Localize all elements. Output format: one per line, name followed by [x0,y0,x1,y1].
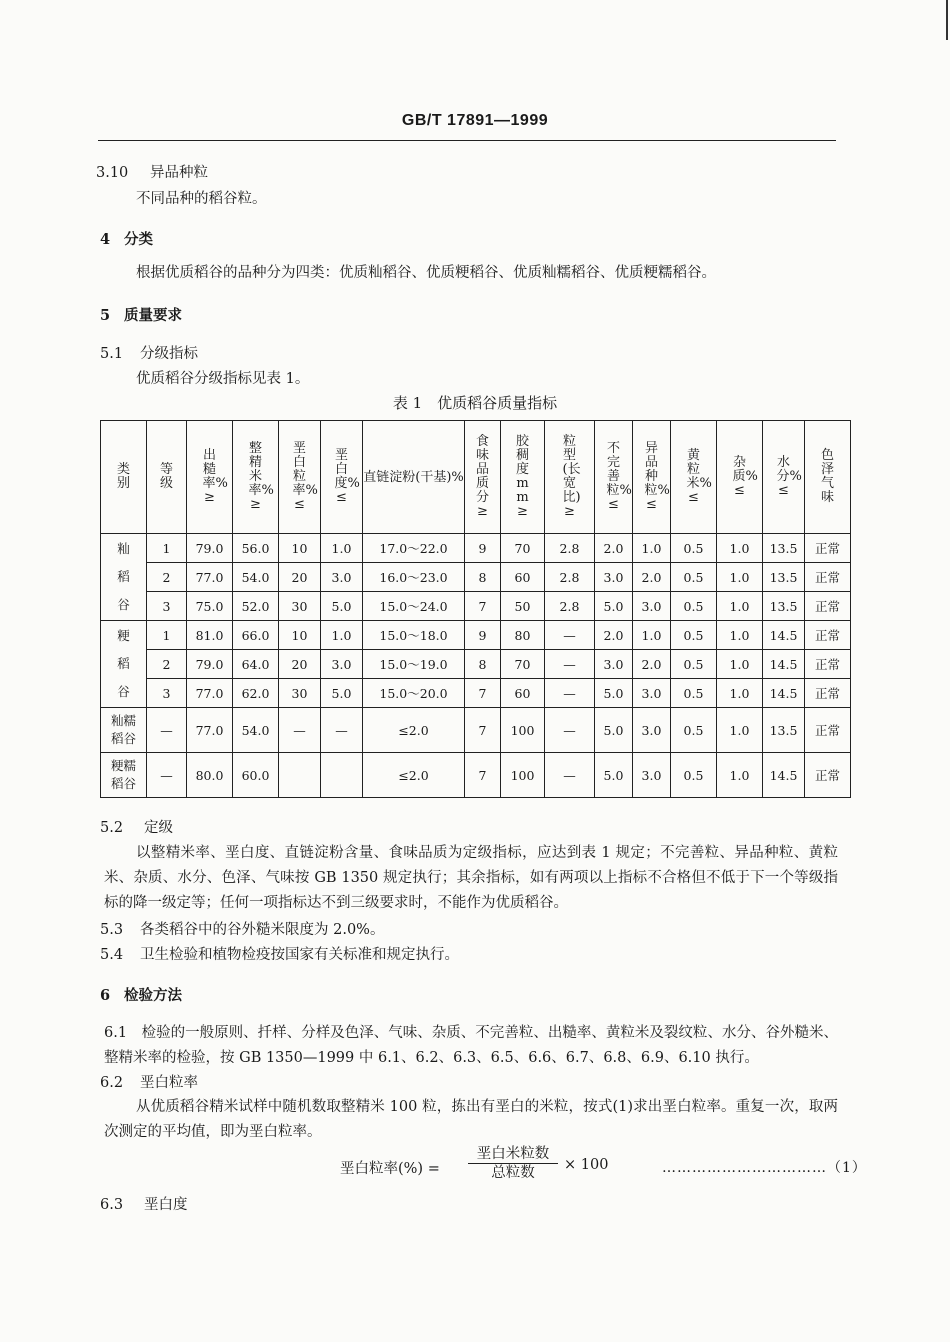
section-6-1-number: 6.1 [104,1025,128,1041]
section-6-1 [104,1021,838,1071]
table-header-cell [233,421,279,534]
table-cell: 13.5 [763,563,805,592]
table-cell: 2.0 [595,621,633,650]
table-header-cell [717,421,763,534]
category-text: 籼糯稻谷 [110,713,136,746]
table-cell: 77.0 [187,563,233,592]
table-cell: 3 [147,679,187,708]
table-cell: ≤2.0 [363,708,465,753]
formula-tag: ……………………………（1） [662,1160,867,1176]
formula-numerator: 垩白米粒数 [468,1145,558,1164]
table-header-cell [763,421,805,534]
section-5-number: 5 [100,307,111,324]
table-cell: 7 [465,592,501,621]
table-cell: 5.0 [595,708,633,753]
table-cell: 1 [147,621,187,650]
table-cell: 5.0 [595,592,633,621]
table-cell: 正常 [805,621,851,650]
table-cell: 52.0 [233,592,279,621]
table-header-text: 出糙率%≥ [202,448,228,505]
table-cell: 1.0 [717,679,763,708]
table-cell: 14.5 [763,679,805,708]
table-cell: 56.0 [233,534,279,563]
table-cell: 正常 [805,592,851,621]
table-cell: 0.5 [671,708,717,753]
table-body [101,534,851,798]
table-cell: 54.0 [233,563,279,592]
table-row [101,708,851,753]
table-cell: 1.0 [321,621,363,650]
table-cell: 1.0 [633,534,671,563]
section-5-1-title: 分级指标 [140,346,198,362]
section-5-1-body: 优质稻谷分级指标见表 1。 [136,371,310,387]
table-cell: 2.0 [595,534,633,563]
table-header-cell [321,421,363,534]
section-5-4-body: 卫生检验和植物检疫按国家有关标准和规定执行。 [140,947,459,963]
table-row [101,753,851,798]
page-header: GB/T 17891—1999 [401,112,549,129]
table-cell: — [545,708,595,753]
table-header-cell [363,421,465,534]
quality-table [100,420,851,798]
table-cell: 13.5 [763,592,805,621]
table-cell: 0.5 [671,534,717,563]
section-6-1-body: 检验的一般原则、扦样、分样及色泽、气味、杂质、不完善粒、出糙率、黄粒米及裂纹粒、水分、谷外糙米、整精米率的检验，按 GB 1350—1999 中 6.1、6.2、6.3、6.5、6.6、6.7、6.8、6.9、6.10 执行。 [104,1025,839,1066]
table-cell: 15.0～24.0 [363,592,465,621]
table-cell: 7 [465,708,501,753]
category-text: 粳糯稻谷 [110,758,136,791]
table-cell: 2 [147,650,187,679]
table-cell: 15.0～18.0 [363,621,465,650]
table-cell: — [545,621,595,650]
category-cell [101,753,147,798]
section-6-title: 检验方法 [124,987,182,1004]
table-cell: 2 [147,563,187,592]
table-cell: 13.5 [763,708,805,753]
section-4-title: 分类 [124,231,153,248]
table-cell: 77.0 [187,679,233,708]
section-5-2-number: 5.2 [100,820,124,836]
table-header-row [101,421,851,534]
table-cell: 75.0 [187,592,233,621]
table-header-cell [465,421,501,534]
table-cell: 2.0 [633,563,671,592]
table-header-text: 直链淀粉(干基)% [363,469,464,485]
table-header-text: 等级 [159,462,173,491]
section-5-2-title: 定级 [144,820,173,836]
table-cell: 10 [279,621,321,650]
table-cell: 70 [501,534,545,563]
scan-edge-mark [946,0,948,40]
table-header-cell [633,421,671,534]
table-cell: 9 [465,534,501,563]
table-cell: 14.5 [763,753,805,798]
table-row [101,592,851,621]
table-cell: 3.0 [595,563,633,592]
section-6-2-number: 6.2 [100,1075,124,1091]
section-6-2-title: 垩白粒率 [140,1075,198,1091]
formula-rhs: × 100 [564,1157,609,1173]
table-header-cell [545,421,595,534]
table-header-text: 食味品质分≥ [475,434,489,519]
table-cell: 3.0 [633,708,671,753]
table-header-cell [671,421,717,534]
section-4-number: 4 [100,231,111,248]
section-3-10-title: 异品种粒 [150,165,208,181]
table-header-cell [101,421,147,534]
table-cell: 70 [501,650,545,679]
section-4-body: 根据优质稻谷的品种分为四类：优质籼稻谷、优质粳稻谷、优质籼糯稻谷、优质粳糯稻谷。 [136,265,716,281]
table-cell: 1.0 [717,708,763,753]
table-cell: 5.0 [321,679,363,708]
table-cell: — [279,708,321,753]
table-cell: 2.8 [545,563,595,592]
section-6-3-number: 6.3 [100,1197,124,1213]
table-cell: 3 [147,592,187,621]
table-cell: 1 [147,534,187,563]
section-5-title: 质量要求 [124,307,182,324]
table-cell: 17.0～22.0 [363,534,465,563]
table-cell: 2.8 [545,534,595,563]
table-row [101,650,851,679]
table-cell: 正常 [805,534,851,563]
table-cell: 7 [465,679,501,708]
formula-denominator: 总粒数 [491,1165,535,1181]
table-header-text: 水分%≤ [776,455,802,498]
section-5-3-body: 各类稻谷中的谷外糙米限度为 2.0%。 [140,922,385,938]
table-cell: 2.8 [545,592,595,621]
table-cell: — [321,708,363,753]
table-cell: 5.0 [595,753,633,798]
table-cell: 9 [465,621,501,650]
table-caption: 表 1 优质稻谷质量指标 [392,394,558,412]
table-cell: — [147,708,187,753]
table-cell: 15.0～20.0 [363,679,465,708]
table-cell: 16.0～23.0 [363,563,465,592]
table-cell: 10 [279,534,321,563]
table-header-text: 垩白度%≤ [334,448,360,505]
category-cell [101,708,147,753]
table-cell: 13.5 [763,534,805,563]
table-header-text: 类别 [116,462,130,491]
header-rule [98,140,836,141]
table-cell: 80 [501,621,545,650]
table-cell: 50 [501,592,545,621]
table-cell: 20 [279,650,321,679]
table-header-text: 垩白粒率%≤ [292,441,318,512]
section-5-1-number: 5.1 [100,346,124,362]
category-text: 籼稻谷 [117,541,130,612]
section-6-2-body: 从优质稻谷精米试样中随机数取整精米 100 粒，拣出有垩白的米粒，按式(1)求出垩白粒率。重复一次，取两次测定的平均值，即为垩白粒率。 [104,1099,838,1140]
table-cell: 3.0 [633,679,671,708]
table-cell: 14.5 [763,621,805,650]
table-header-text: 黄粒米%≤ [686,448,712,505]
section-6-number: 6 [100,987,111,1004]
category-cell [101,534,147,621]
table-header-text: 粒型(长宽比)≥ [562,434,581,519]
table-cell: 15.0～19.0 [363,650,465,679]
table-cell: 100 [501,753,545,798]
table-cell: 30 [279,679,321,708]
table-cell: 1.0 [717,592,763,621]
table-row [101,679,851,708]
table-cell: 60 [501,563,545,592]
table-cell: 77.0 [187,708,233,753]
table-header-cell [147,421,187,534]
table-cell: 62.0 [233,679,279,708]
table-cell: — [545,753,595,798]
table-cell: 100 [501,708,545,753]
table-header-cell [279,421,321,534]
table-cell: 0.5 [671,621,717,650]
category-text: 粳稻谷 [117,628,130,699]
table-cell: 60 [501,679,545,708]
table-cell: 正常 [805,650,851,679]
table-cell: 0.5 [671,592,717,621]
table-cell: 正常 [805,563,851,592]
table-cell: 64.0 [233,650,279,679]
section-3-10-body: 不同品种的稻谷粒。 [136,191,267,207]
table-cell: 1.0 [717,753,763,798]
table-cell: 5.0 [595,679,633,708]
table-header-cell [187,421,233,534]
table-cell: 54.0 [233,708,279,753]
table-cell: 1.0 [717,563,763,592]
table-cell: 81.0 [187,621,233,650]
table-cell: — [545,679,595,708]
table-cell: 1.0 [633,621,671,650]
table-cell: 79.0 [187,534,233,563]
section-6-3-title: 垩白度 [144,1197,188,1213]
section-5-2-body: 以整精米率、垩白度、直链淀粉含量、食味品质为定级指标，应达到表 1 规定；不完善粒、异品种粒、黄粒米、杂质、水分、色泽、气味按 GB 1350 规定执行；其余指标，如有两项以上指标不合格但不低于下一个等级指标的降一级定等；任何一项指标达不到三级要求时，不能作为优质稻谷。 [104,845,838,911]
table-header-cell [595,421,633,534]
table-cell: 0.5 [671,753,717,798]
formula-fraction [468,1145,558,1182]
table-cell [321,753,363,798]
table-cell: 1.0 [321,534,363,563]
table-header-cell [805,421,851,534]
table-cell: 8 [465,650,501,679]
table-cell: 正常 [805,708,851,753]
table-cell: 5.0 [321,592,363,621]
section-5-3-number: 5.3 [100,922,124,938]
table-cell: 20 [279,563,321,592]
table-cell: 14.5 [763,650,805,679]
category-cell [101,621,147,708]
table-cell: 60.0 [233,753,279,798]
table-cell: 正常 [805,753,851,798]
table-header-text: 异品种粒%≤ [644,441,670,512]
table-cell: 0.5 [671,679,717,708]
table-cell: 1.0 [717,621,763,650]
table-cell: — [147,753,187,798]
table-cell: 3.0 [321,650,363,679]
table-header-text: 胶稠度mm≥ [515,434,529,519]
table-cell: 79.0 [187,650,233,679]
section-5-4-number: 5.4 [100,947,124,963]
table-cell: 1.0 [717,650,763,679]
table-cell: 8 [465,563,501,592]
table-header-text: 不完善粒%≤ [606,441,632,512]
table-cell: 3.0 [595,650,633,679]
table-row [101,621,851,650]
table-header-text: 杂质%≤ [732,455,758,498]
table-cell: 0.5 [671,563,717,592]
table-cell: 3.0 [633,753,671,798]
table-cell: 3.0 [633,592,671,621]
table-header-text: 色泽气味 [820,448,834,505]
table-cell: — [545,650,595,679]
table-cell: ≤2.0 [363,753,465,798]
formula-lhs: 垩白粒率(%) = [340,1161,440,1177]
table-cell: 0.5 [671,650,717,679]
table-cell [279,753,321,798]
section-3-10-number: 3.10 [96,165,129,181]
table-cell: 80.0 [187,753,233,798]
table-cell: 正常 [805,679,851,708]
table-cell: 3.0 [321,563,363,592]
table-cell: 2.0 [633,650,671,679]
table-cell: 66.0 [233,621,279,650]
table-row [101,563,851,592]
table-cell: 1.0 [717,534,763,563]
table-row [101,534,851,563]
table-header-text: 整精米率%≥ [248,441,274,512]
table-cell: 7 [465,753,501,798]
table-header-cell [501,421,545,534]
table-cell: 30 [279,592,321,621]
